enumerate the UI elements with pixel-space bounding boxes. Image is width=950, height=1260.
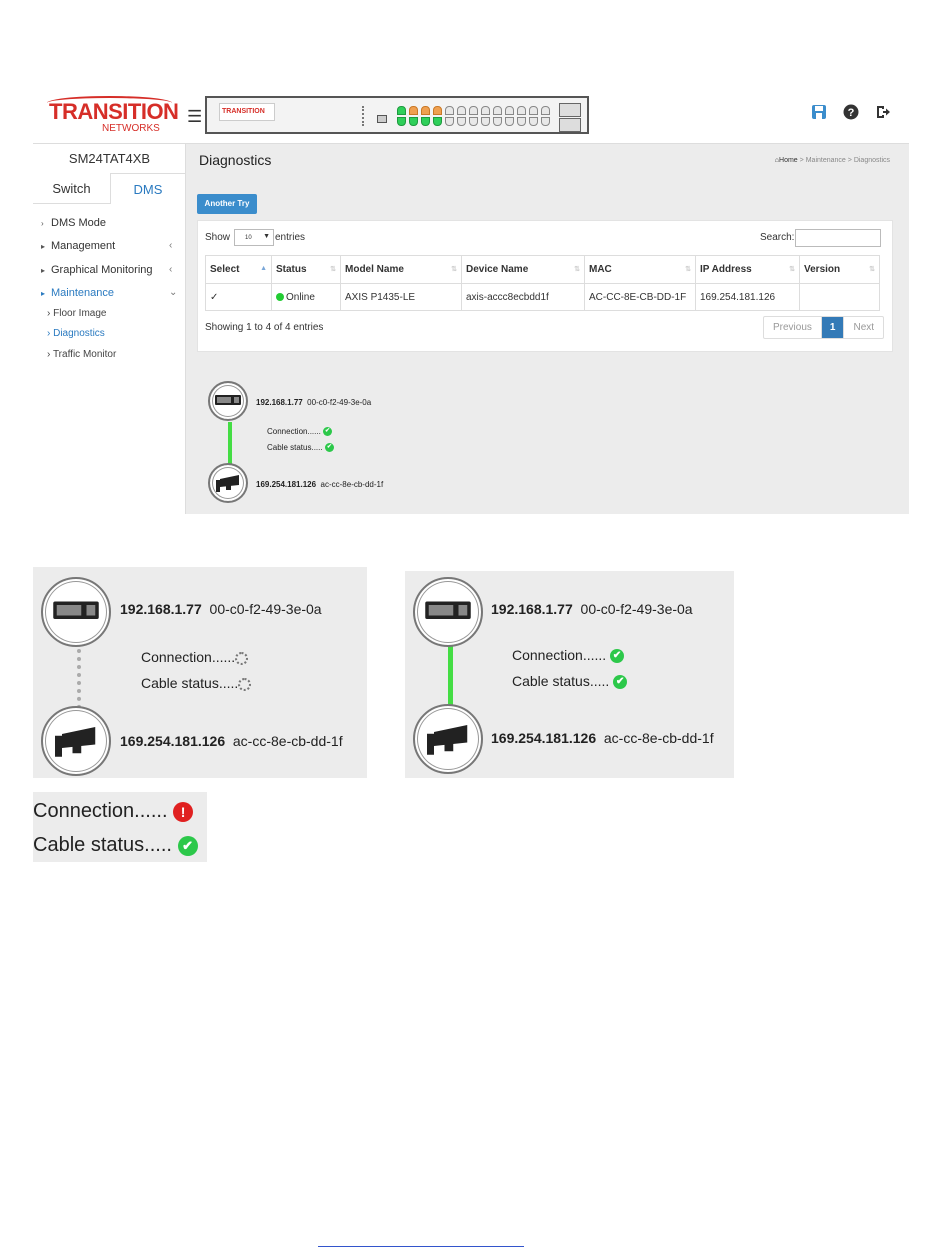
camera-node-label: 169.254.181.126 ac-cc-8e-cb-dd-1f	[491, 730, 714, 746]
chevron-right-icon: ›	[41, 219, 44, 228]
model-cell: AXIS P1435-LE	[341, 284, 462, 311]
sidebar-item-management[interactable]	[41, 240, 181, 252]
switch-port[interactable]	[517, 106, 526, 115]
sidebar-item-label: Maintenance	[51, 287, 114, 299]
page-length-select[interactable]: 10 ▼	[234, 229, 274, 246]
col-status[interactable]: Status ⇅	[272, 256, 341, 284]
pending-connection-line	[77, 641, 81, 709]
switch-node-label: 192.168.1.77 00-c0-f2-49-3e-0a	[120, 601, 322, 617]
switch-port[interactable]	[469, 106, 478, 115]
switch-port[interactable]	[481, 117, 490, 126]
tab-switch[interactable]: Switch	[33, 173, 110, 204]
camera-node-label: 169.254.181.126 ac-cc-8e-cb-dd-1f	[256, 480, 384, 489]
device-name-cell: axis-accc8ecbdd1f	[462, 284, 585, 311]
switch-port[interactable]	[409, 106, 418, 115]
switch-port[interactable]	[409, 117, 418, 126]
check-circle-icon: ✔	[325, 428, 331, 435]
logo-main-text: TRANSITION	[49, 99, 179, 124]
footer-link-underline[interactable]	[318, 1246, 524, 1247]
ip-cell: 169.254.181.126	[696, 284, 800, 311]
camera-node	[41, 706, 111, 776]
chevron-left-icon: ‹	[169, 240, 173, 251]
sort-icon: ⇅	[330, 266, 336, 273]
sidebar	[33, 144, 186, 514]
search-label: Search:	[760, 232, 795, 243]
chevron-down-icon: ⌄	[169, 287, 178, 298]
check-circle-icon: ✔	[610, 649, 624, 663]
breadcrumb-diagnostics: Diagnostics	[853, 157, 890, 164]
switch-port[interactable]	[397, 106, 406, 115]
sort-icon: ⇅	[685, 266, 691, 273]
switch-icon	[208, 381, 248, 421]
sidebar-subitem-label: Diagnostics	[53, 328, 105, 339]
switch-front-panel	[205, 96, 589, 134]
help-icon[interactable]	[843, 104, 859, 120]
col-ip-address[interactable]: IP Address ⇅	[696, 256, 800, 284]
switch-port[interactable]	[433, 106, 442, 115]
switch-port[interactable]	[445, 117, 454, 126]
sort-icon: ⇅	[789, 266, 795, 273]
sidebar-item-label: Management	[51, 240, 116, 252]
camera-node[interactable]	[208, 463, 248, 503]
mac-cell: AC-CC-8E-CB-DD-1F	[585, 284, 696, 311]
logo-sub-text: NETWORKS	[102, 123, 160, 134]
dms-app-window	[33, 84, 909, 514]
sidebar-subitem-label: Traffic Monitor	[52, 349, 117, 360]
device-name: SM24TAT4XB	[68, 151, 151, 166]
cable-status: Cable status.....	[141, 675, 251, 691]
version-cell	[800, 284, 880, 311]
sidebar-item-label: DMS Mode	[51, 217, 107, 229]
row-select-checkbox[interactable]: ✓	[206, 284, 272, 311]
switch-node	[41, 577, 111, 647]
check-circle-icon: ✔	[613, 675, 627, 689]
col-mac[interactable]: MAC ⇅	[585, 256, 696, 284]
status-error-example	[33, 792, 207, 862]
switch-port[interactable]	[517, 117, 526, 126]
col-version[interactable]: Version ⇅	[800, 256, 880, 284]
dropdown-arrow-icon: ▼	[263, 233, 270, 240]
cable-status: Cable status..... ✔	[33, 834, 198, 857]
caret-right-icon: ▸	[41, 242, 46, 251]
status-leds	[362, 106, 368, 126]
switch-port[interactable]	[493, 117, 502, 126]
top-header	[33, 84, 909, 144]
check-circle-icon: ✔	[178, 836, 198, 856]
home-link[interactable]: ⌂Home	[774, 157, 798, 164]
logout-icon[interactable]	[875, 104, 891, 120]
next-page-button[interactable]: Next	[843, 317, 883, 338]
switch-port[interactable]	[505, 106, 514, 115]
col-model-name[interactable]: Model Name ⇅	[341, 256, 462, 284]
status-cell: Online	[272, 284, 341, 311]
topology-success	[405, 571, 734, 778]
console-port	[377, 115, 387, 123]
switch-node-label: 192.168.1.77 00-c0-f2-49-3e-0a	[491, 601, 693, 617]
switch-port[interactable]	[421, 106, 430, 115]
online-status-icon	[276, 293, 284, 301]
sort-icon: ⇅	[869, 266, 875, 273]
device-table	[205, 255, 880, 311]
connection-status: Connection...... ✔	[267, 427, 331, 436]
menu-toggle-icon[interactable]: ☰	[187, 107, 203, 126]
switch-port[interactable]	[469, 117, 478, 126]
connection-status: Connection......	[141, 649, 248, 665]
camera-node	[413, 704, 483, 774]
sidebar-item-dms-mode[interactable]	[41, 217, 106, 229]
tab-dms[interactable]: DMS	[110, 173, 186, 204]
check-circle-icon: ✔	[326, 444, 332, 451]
sort-icon: ⇅	[574, 266, 580, 273]
connection-line	[228, 422, 232, 464]
sfp-port[interactable]	[559, 118, 581, 132]
sidebar-item-maintenance[interactable]	[41, 287, 181, 299]
switch-port[interactable]	[457, 117, 466, 126]
breadcrumb: ⌂Home > Maintenance > Diagnostics	[774, 157, 890, 164]
page-title: Diagnostics	[199, 152, 272, 168]
switch-port[interactable]	[493, 106, 502, 115]
switch-icon	[41, 577, 111, 647]
switch-port[interactable]	[529, 117, 538, 126]
error-icon: !	[173, 802, 193, 822]
loading-spinner-icon	[235, 652, 248, 665]
switch-port[interactable]	[541, 106, 550, 115]
sort-icon: ⇅	[451, 266, 457, 273]
sidebar-item-graphical-monitoring[interactable]	[41, 264, 181, 276]
another-try-button[interactable]: Another Try	[197, 194, 257, 214]
entries-label: entries	[275, 232, 306, 243]
sort-asc-icon: ▲	[260, 265, 267, 272]
camera-icon	[41, 706, 111, 776]
switch-port[interactable]	[421, 117, 430, 126]
col-select[interactable]: Select ▲	[206, 256, 272, 284]
switch-node[interactable]	[208, 381, 248, 421]
sidebar-subitem-diagnostics[interactable]: › Diagnostics	[47, 328, 105, 339]
svg-text:?: ?	[847, 107, 855, 119]
connection-status: Connection...... !	[33, 800, 193, 823]
switch-node-label: 192.168.1.77 00-c0-f2-49-3e-0a	[256, 398, 372, 407]
sfp-port[interactable]	[559, 103, 581, 117]
sidebar-item-label: Graphical Monitoring	[51, 264, 153, 276]
breadcrumb-maintenance[interactable]: Maintenance	[805, 157, 846, 164]
switch-port[interactable]	[445, 106, 454, 115]
switch-port[interactable]	[481, 106, 490, 115]
previous-page-button[interactable]: Previous	[764, 317, 822, 338]
table-header-row	[206, 256, 880, 284]
switch-port[interactable]	[529, 106, 538, 115]
chevron-left-icon: ‹	[169, 264, 173, 275]
switch-icon	[413, 577, 483, 647]
camera-node-label: 169.254.181.126 ac-cc-8e-cb-dd-1f	[120, 733, 343, 749]
switch-port[interactable]	[541, 117, 550, 126]
search-input[interactable]	[795, 229, 881, 247]
page-1-button[interactable]: 1	[822, 317, 844, 338]
sidebar-subitem-traffic-monitor[interactable]: › Traffic Monitor	[47, 349, 117, 360]
camera-icon	[413, 704, 483, 774]
device-table-panel	[197, 220, 893, 352]
switch-node	[413, 577, 483, 647]
show-label: Show	[205, 232, 231, 243]
connection-line	[448, 643, 453, 707]
table-info: Showing 1 to 4 of 4 entries	[205, 322, 324, 333]
cable-status: Cable status..... ✔	[267, 443, 332, 452]
caret-right-icon: ▸	[41, 266, 46, 275]
switch-port[interactable]	[433, 117, 442, 126]
save-icon[interactable]	[811, 104, 827, 120]
camera-icon	[208, 463, 248, 503]
switch-port[interactable]	[457, 106, 466, 115]
cable-status: Cable status..... ✔	[512, 673, 627, 689]
panel-logo: TRANSITION	[219, 103, 275, 121]
connection-status: Connection...... ✔	[512, 647, 624, 663]
transition-networks-logo[interactable]	[39, 93, 180, 137]
pagination	[763, 316, 884, 339]
switch-port[interactable]	[397, 117, 406, 126]
main-content	[186, 144, 909, 514]
col-device-name[interactable]: Device Name ⇅	[462, 256, 585, 284]
caret-right-icon: ▸	[41, 289, 46, 298]
table-row[interactable]	[206, 284, 880, 311]
switch-port[interactable]	[505, 117, 514, 126]
loading-spinner-icon	[238, 678, 251, 691]
topology-in-progress	[33, 567, 367, 778]
sidebar-subitem-floor-image[interactable]: › Floor Image	[47, 308, 107, 319]
sidebar-subitem-label: Floor Image	[53, 308, 107, 319]
